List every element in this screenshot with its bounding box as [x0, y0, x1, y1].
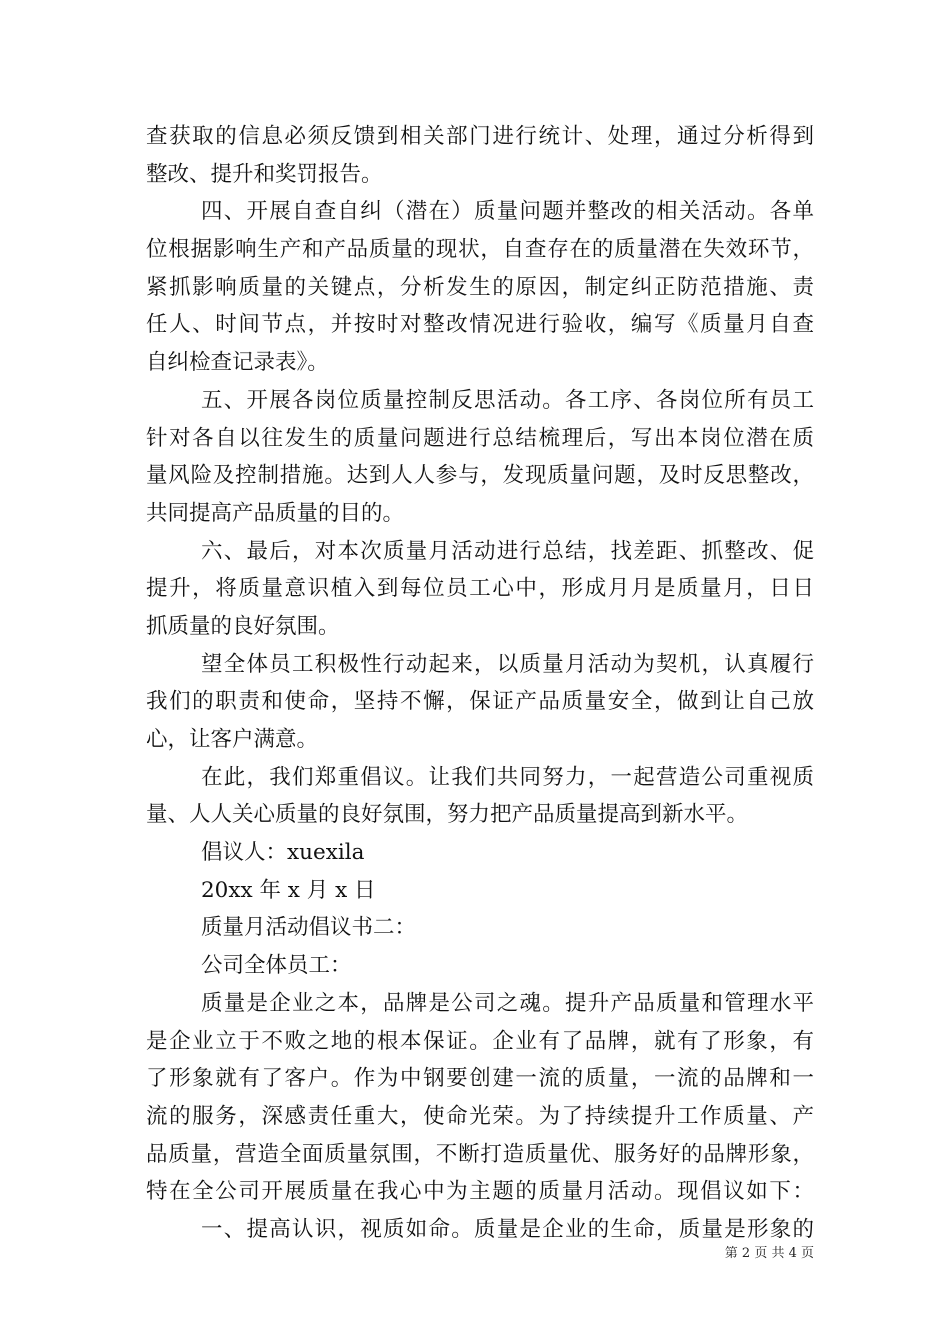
- text-line: 流的服务，深感责任重大，使命光荣。为了持续提升工作质量、产: [146, 1103, 814, 1129]
- text-line: 五、开展各岗位质量控制反思活动。各工序、各岗位所有员工: [201, 387, 814, 413]
- text-line: 四、开展自查自纠（潜在）质量问题并整改的相关活动。各单: [201, 199, 814, 225]
- text-line: 位根据影响生产和产品质量的现状，自查存在的质量潜在失效环节，: [146, 237, 814, 263]
- text-line: 是企业立于不败之地的根本保证。企业有了品牌，就有了形象，有: [146, 1028, 814, 1054]
- signature-line: 倡议人：xuexila: [201, 840, 365, 866]
- text-line: 共同提高产品质量的目的。: [146, 500, 405, 526]
- text-line: 一、提高认识，视质如命。质量是企业的生命，质量是形象的: [201, 1216, 814, 1242]
- text-line: 整改、提升和奖罚报告。: [146, 161, 383, 187]
- text-line: 抓质量的良好氛围。: [146, 613, 340, 639]
- text-line: 心，让客户满意。: [146, 727, 319, 752]
- text-line: 量、人人关心质量的良好氛围，努力把产品质量提高到新水平。: [146, 802, 749, 828]
- document-body: [146, 118, 814, 1249]
- date-line: 20xx 年 x 月 x 日: [201, 877, 376, 903]
- text-line: 望全体员工积极性行动起来，以质量月活动为契机，认真履行: [201, 651, 814, 677]
- text-line: 特在全公司开展质量在我心中为主题的质量月活动。现倡议如下：: [146, 1179, 814, 1205]
- text-line: 六、最后，对本次质量月活动进行总结，找差距、抓整改、促: [201, 538, 814, 564]
- text-line: 了形象就有了客户。作为中钢要创建一流的质量，一流的品牌和一: [146, 1066, 814, 1092]
- text-line: 在此，我们郑重倡议。让我们共同努力，一起营造公司重视质: [201, 764, 814, 790]
- text-line: 自纠检查记录表》。: [146, 350, 329, 376]
- text-line: 我们的职责和使命，坚持不懈，保证产品质量安全，做到让自己放: [146, 689, 814, 715]
- salutation: 公司全体员工：: [201, 953, 352, 979]
- text-line: 提升，将质量意识植入到每位员工心中，形成月月是质量月，日日: [146, 576, 814, 602]
- text-line: 查获取的信息必须反馈到相关部门进行统计、处理，通过分析得到: [146, 124, 814, 149]
- page-number: 第 2 页 共 4 页: [724, 1246, 814, 1261]
- section-title: 质量月活动倡议书二：: [201, 915, 417, 941]
- text-line: 量风险及控制措施。达到人人参与，发现质量问题，及时反思整改，: [146, 463, 814, 489]
- text-line: 紧抓影响质量的关键点，分析发生的原因，制定纠正防范措施、责: [146, 274, 814, 300]
- text-line: 品质量，营造全面质量氛围，不断打造质量优、服务好的品牌形象，: [146, 1141, 814, 1167]
- text-line: 针对各自以往发生的质量问题进行总结梳理后，写出本岗位潜在质: [146, 425, 814, 451]
- text-line: 任人、时间节点，并按时对整改情况进行验收，编写《质量月自查: [146, 312, 814, 338]
- text-line: 质量是企业之本，品牌是公司之魂。提升产品质量和管理水平: [201, 990, 814, 1016]
